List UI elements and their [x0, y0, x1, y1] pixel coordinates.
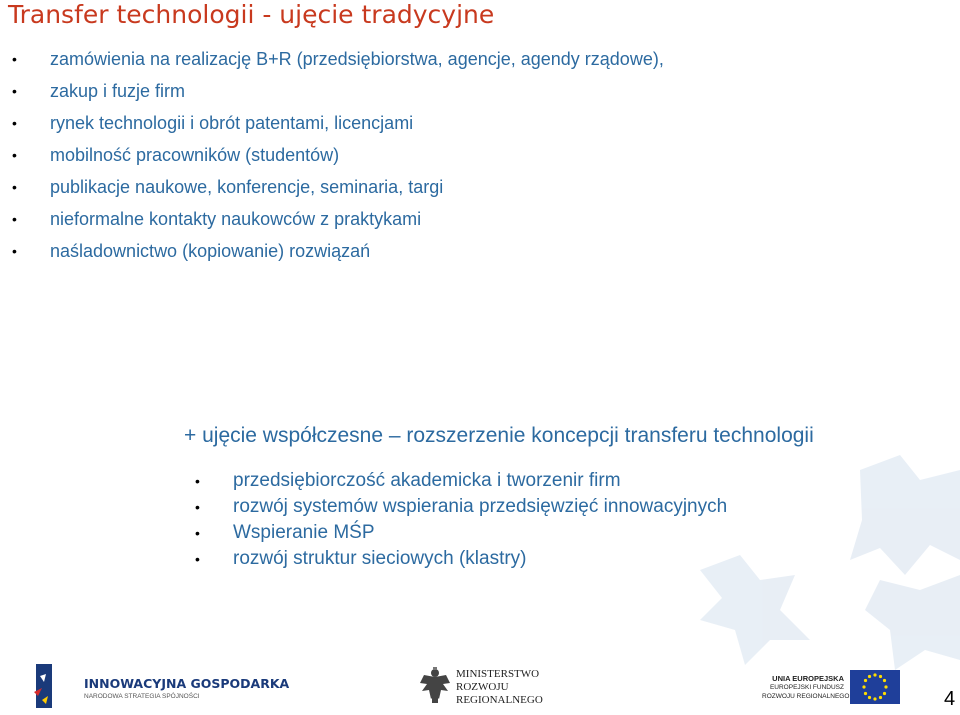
- modern-approach-heading: + ujęcie współczesne – rozszerzenie koncepcji transferu technologii: [184, 424, 814, 447]
- eu-logo-text: UNIA EUROPEJSKA EUROPEJSKI FUNDUSZ ROZWOJU REGIONALNEGO: [762, 674, 850, 700]
- ministry-logo: [418, 665, 558, 711]
- bullet-icon: •: [12, 147, 17, 163]
- innovative-economy-logo: [32, 662, 290, 710]
- eu-flag-icon: [850, 670, 900, 704]
- innovative-economy-logo-icon: [32, 662, 80, 710]
- bullet-icon: •: [195, 499, 200, 515]
- ig-logo-subtitle: NARODOWA STRATEGIA SPÓJNOŚCI: [84, 693, 200, 700]
- bullet-icon: •: [195, 473, 200, 489]
- page-number: 4: [944, 688, 956, 710]
- deco-star-shape: [850, 455, 960, 575]
- slide: Transfer technologii - ujęcie tradycyjne • zamówienia na realizację B+R (przedsiębiorstwa, agencje, agendy rządowe), • zakup i fuzje firm • rynek technologii i obrót patentami, licencjami • mobilność pracowników (studentów) • publikacje naukowe, konferencje, seminaria, targi • nieformalne kontakty naukowców z praktykami • naśladownictwo (kopiowanie) rozwiązań + ujęcie współczesne – rozszerzenie koncepcji transferu technologii • przedsiębiorczość akademicka i tworzenir firm • rozwój systemów wspierania przedsięwzięć innowacyjnych • Wspieranie MŚP • rozwój struktur sieciowych (klastry) INNOWACYJNA GOSPODARKA NARODOWA STRATEGIA SPÓJNOŚCI MINISTERSTWO ROZWOJU REGIONALNEGO UNIA EUROPEJSKA EUROPEJSKI FUNDUSZ ROZWOJU REGIONALNEGO 4: [0, 0, 960, 715]
- slide-title: Transfer technologii - ujęcie tradycyjne: [8, 0, 495, 29]
- ministry-logo-text: MINISTERSTWO ROZWOJU REGIONALNEGO: [456, 668, 543, 706]
- bullet-icon: •: [12, 243, 17, 259]
- bullet-icon: •: [12, 179, 17, 195]
- bullet-icon: •: [12, 115, 17, 131]
- ig-logo-title: INNOWACYJNA GOSPODARKA: [84, 676, 290, 691]
- deco-star-shape: [865, 575, 960, 670]
- bullet-icon: •: [12, 51, 17, 67]
- polish-eagle-emblem-icon: [418, 665, 452, 705]
- deco-star-shape: [700, 555, 810, 665]
- bullet-icon: •: [195, 525, 200, 541]
- bullet-icon: •: [195, 551, 200, 567]
- bullet-icon: •: [12, 83, 17, 99]
- eu-logo: [762, 670, 902, 710]
- bullet-icon: •: [12, 211, 17, 227]
